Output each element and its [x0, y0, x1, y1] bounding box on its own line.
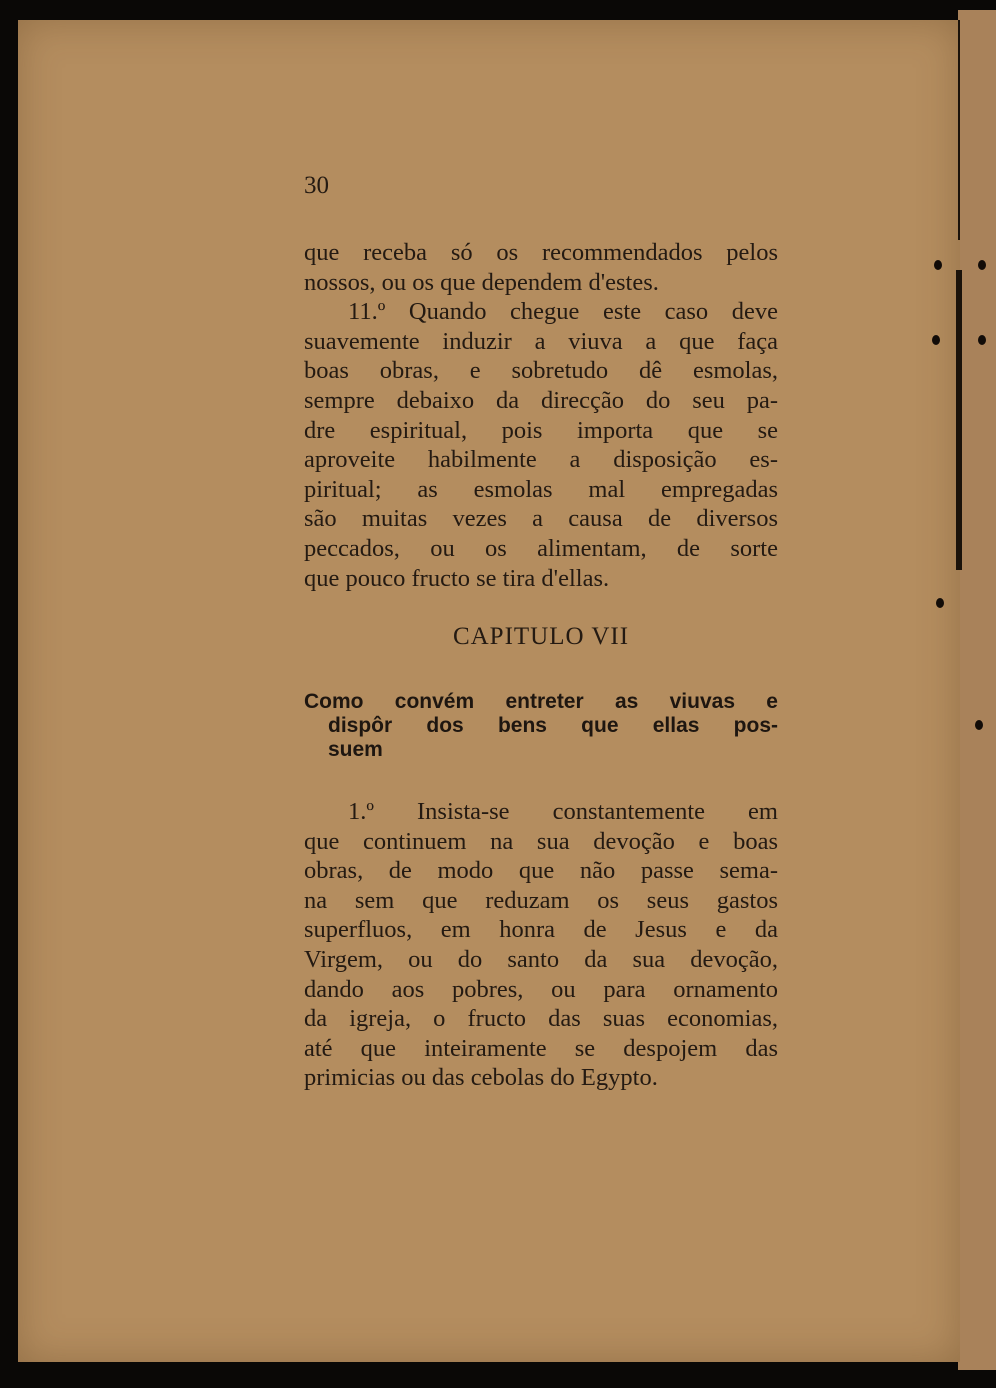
text-line: da igreja, o fructo das suas economias,	[304, 1005, 778, 1033]
text-line: piritual; as esmolas mal empregadas	[304, 475, 778, 503]
text-line: dando aos pobres, ou para ornamento	[304, 975, 778, 1003]
text-line: obras, de modo que não passe sema-	[304, 857, 778, 885]
chapter-title-line: dispôr dos bens que ellas pos-	[328, 714, 778, 737]
text-line: peccados, ou os alimentam, de sorte	[304, 534, 778, 562]
binding-hole	[975, 720, 983, 730]
text-line: na sem que reduzam os seus gastos	[304, 886, 778, 914]
text-line: 11.º Quando chegue este caso deve	[348, 298, 778, 326]
text-line: dre espiritual, pois importa que se	[304, 416, 778, 444]
next-page-edge	[958, 10, 996, 1370]
text-line: que receba só os recommendados pelos	[304, 239, 778, 266]
text-line: sempre debaixo da direcção do seu pa-	[304, 386, 778, 414]
binding-line-upper	[958, 20, 960, 240]
binding-hole	[978, 260, 986, 270]
text-line: são muitas vezes a causa de diversos	[304, 505, 778, 533]
text-line: até que inteiramente se despojem das	[304, 1034, 778, 1062]
chapter-title-line: Como convém entreter as viuvas e	[304, 690, 778, 713]
text-line: suavemente induzir a viuva a que faça	[304, 327, 778, 355]
text-line: aproveite habilmente a disposição es-	[304, 446, 778, 474]
paragraph-1	[304, 797, 778, 1093]
chapter-title-line: suem	[328, 738, 383, 761]
continued-paragraph	[304, 238, 778, 297]
binding-hole	[978, 335, 986, 345]
binding-hole	[932, 335, 940, 345]
binding-hole	[934, 260, 942, 270]
chapter-title	[304, 690, 778, 762]
paragraph-11	[304, 297, 778, 593]
text-line: primicias ou das cebolas do Egypto.	[304, 1064, 658, 1092]
text-line: Virgem, ou do santo da sua devoção,	[304, 945, 778, 973]
text-line: que continuem na sua devoção e boas	[304, 827, 778, 855]
text-line: nossos, ou os que dependem d'estes.	[304, 268, 659, 296]
text-line: que pouco fructo se tira d'ellas.	[304, 564, 610, 592]
binding-hole	[936, 598, 944, 608]
text-line: superfluos, em honra de Jesus e da	[304, 916, 778, 944]
chapter-heading: CAPITULO VII	[452, 623, 630, 650]
text-line: boas obras, e sobretudo dê esmolas,	[304, 357, 778, 385]
binding-line-lower	[956, 270, 962, 570]
page-number: 30	[304, 172, 329, 199]
text-line: 1.º Insista-se constantemente em	[348, 798, 778, 825]
